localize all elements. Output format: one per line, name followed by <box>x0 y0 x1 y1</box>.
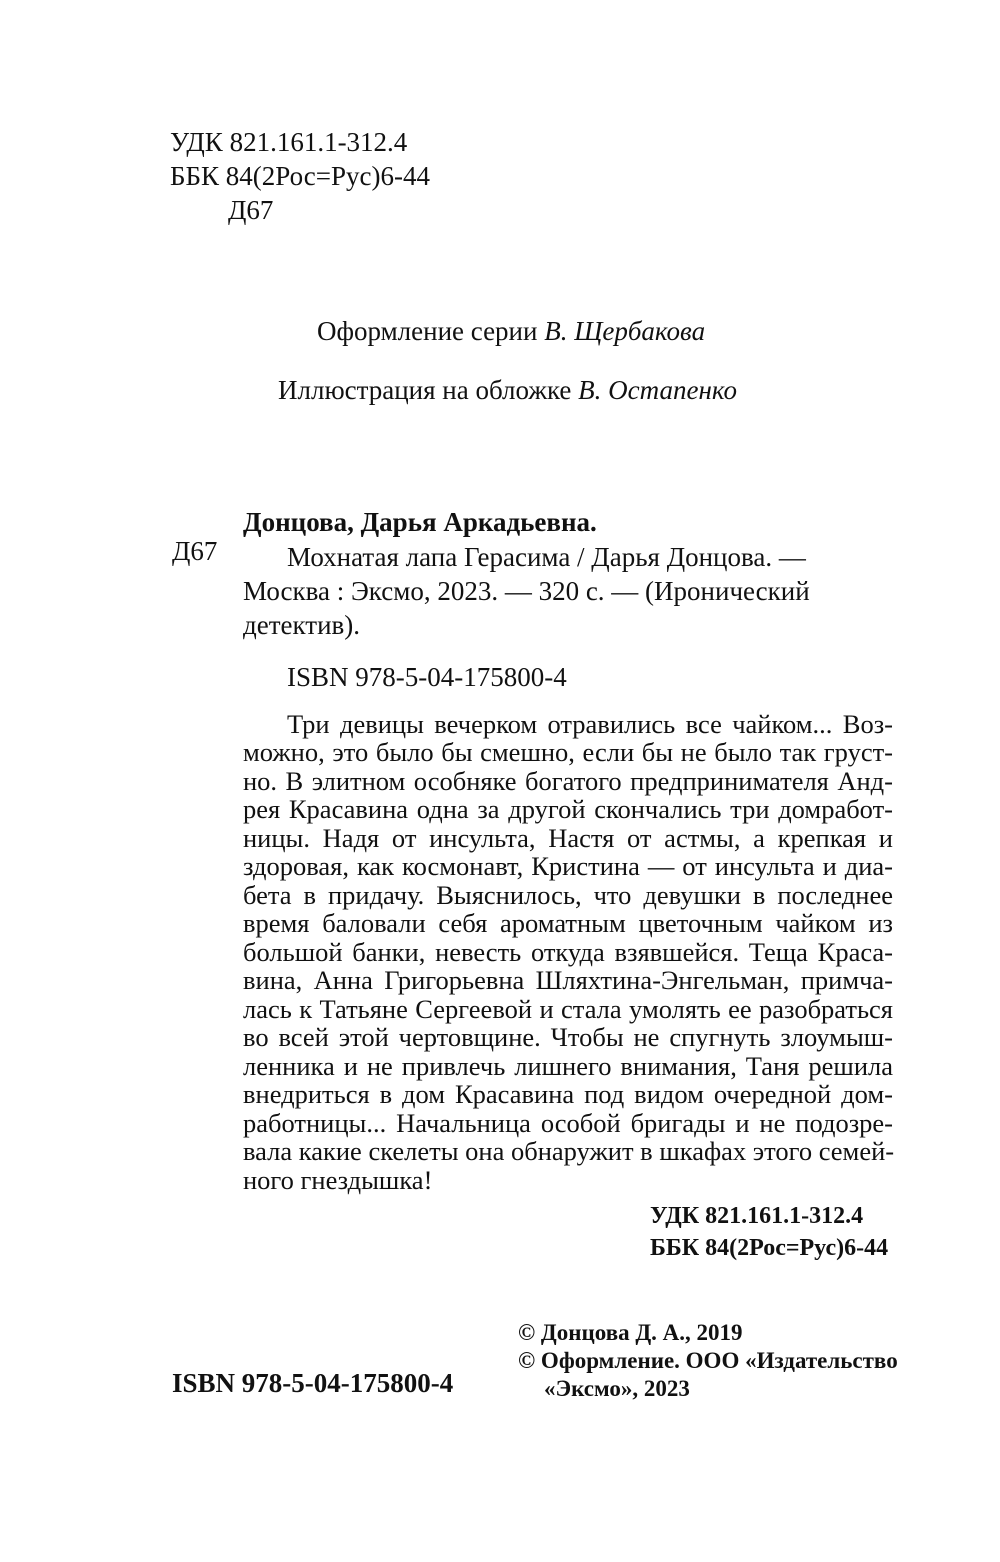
cover-illustration-name: В. Остапенко <box>578 375 737 405</box>
footer-isbn: ISBN 978-5-04-175800-4 <box>172 1368 454 1398</box>
header-code: Д67 <box>228 195 274 225</box>
abstract-line: ного гнездышка! <box>243 1165 433 1195</box>
classification-udk: УДК 821.161.1-312.4 <box>650 1203 864 1229</box>
abstract-line: время баловали себя ароматным цветочным чайком из <box>243 908 893 938</box>
abstract-line: работницы... Начальница особой бригады и не подозре- <box>243 1108 893 1138</box>
classification-bbk: ББК 84(2Рос=Рус)6-44 <box>650 1235 889 1261</box>
side-code: Д67 <box>172 536 218 566</box>
record-isbn: ISBN 978-5-04-175800-4 <box>287 662 567 692</box>
cover-illustration-credit <box>278 377 737 404</box>
abstract-line: лась к Татьяне Сергеевой и стала умолять ее разобраться <box>243 994 893 1024</box>
abstract-line: ницы. Надя от инсульта, Настя от астмы, а крепкая и <box>243 823 893 853</box>
series-design-credit <box>317 318 705 345</box>
series-design-name: В. Щербакова <box>544 316 706 346</box>
abstract-line: но. В элитном особняке богатого предпринимателя Анд- <box>243 766 893 796</box>
record-author: Донцова, Дарья Аркадьевна. <box>243 507 597 537</box>
abstract-line: бета в придачу. Выяснилось, что девушки в последнее <box>243 880 893 910</box>
cover-illustration-label: Иллюстрация на обложке <box>278 375 572 405</box>
record-title-line: Москва : Эксмо, 2023. — 320 с. — (Иронический <box>243 576 810 606</box>
abstract-line: во всей этой чертовщине. Чтобы не спугнуть злоумыш- <box>243 1022 893 1052</box>
series-design-label: Оформление серии <box>317 316 538 346</box>
abstract-line: рея Красавина одна за другой скончались три домработ- <box>243 794 893 824</box>
copyright-design: © Оформление. ООО «Издательство <box>518 1348 898 1373</box>
abstract-line: Три девицы вечерком отравились все чайком... Воз- <box>287 709 893 739</box>
abstract-line: большой банки, невесть откуда взявшейся. Теща Краса- <box>243 937 893 967</box>
abstract-line: можно, это было бы смешно, если бы не было так груст- <box>243 737 893 767</box>
record-title-line: Мохнатая лапа Герасима / Дарья Донцова. — <box>287 542 806 572</box>
record-title-line: детектив). <box>243 610 361 640</box>
abstract-line: ленника и не привлечь лишнего внимания, Таня решила <box>243 1051 893 1081</box>
abstract-line: вала какие скелеты она обнаружит в шкафах этого семей- <box>243 1136 895 1166</box>
copyright-design-cont: «Эксмо», 2023 <box>544 1376 690 1401</box>
copyright-author: © Донцова Д. А., 2019 <box>518 1320 743 1345</box>
abstract-line: внедриться в дом Красавина под видом очередной дом- <box>243 1079 893 1109</box>
abstract-line: здоровая, как космонавт, Кристина — от инсульта и диа- <box>243 851 893 881</box>
abstract-line: вина, Анна Григорьевна Шляхтина-Энгельман, примча- <box>243 965 893 995</box>
header-bbk: ББК 84(2Рос=Рус)6-44 <box>170 161 430 191</box>
header-udk: УДК 821.161.1-312.4 <box>170 127 408 157</box>
